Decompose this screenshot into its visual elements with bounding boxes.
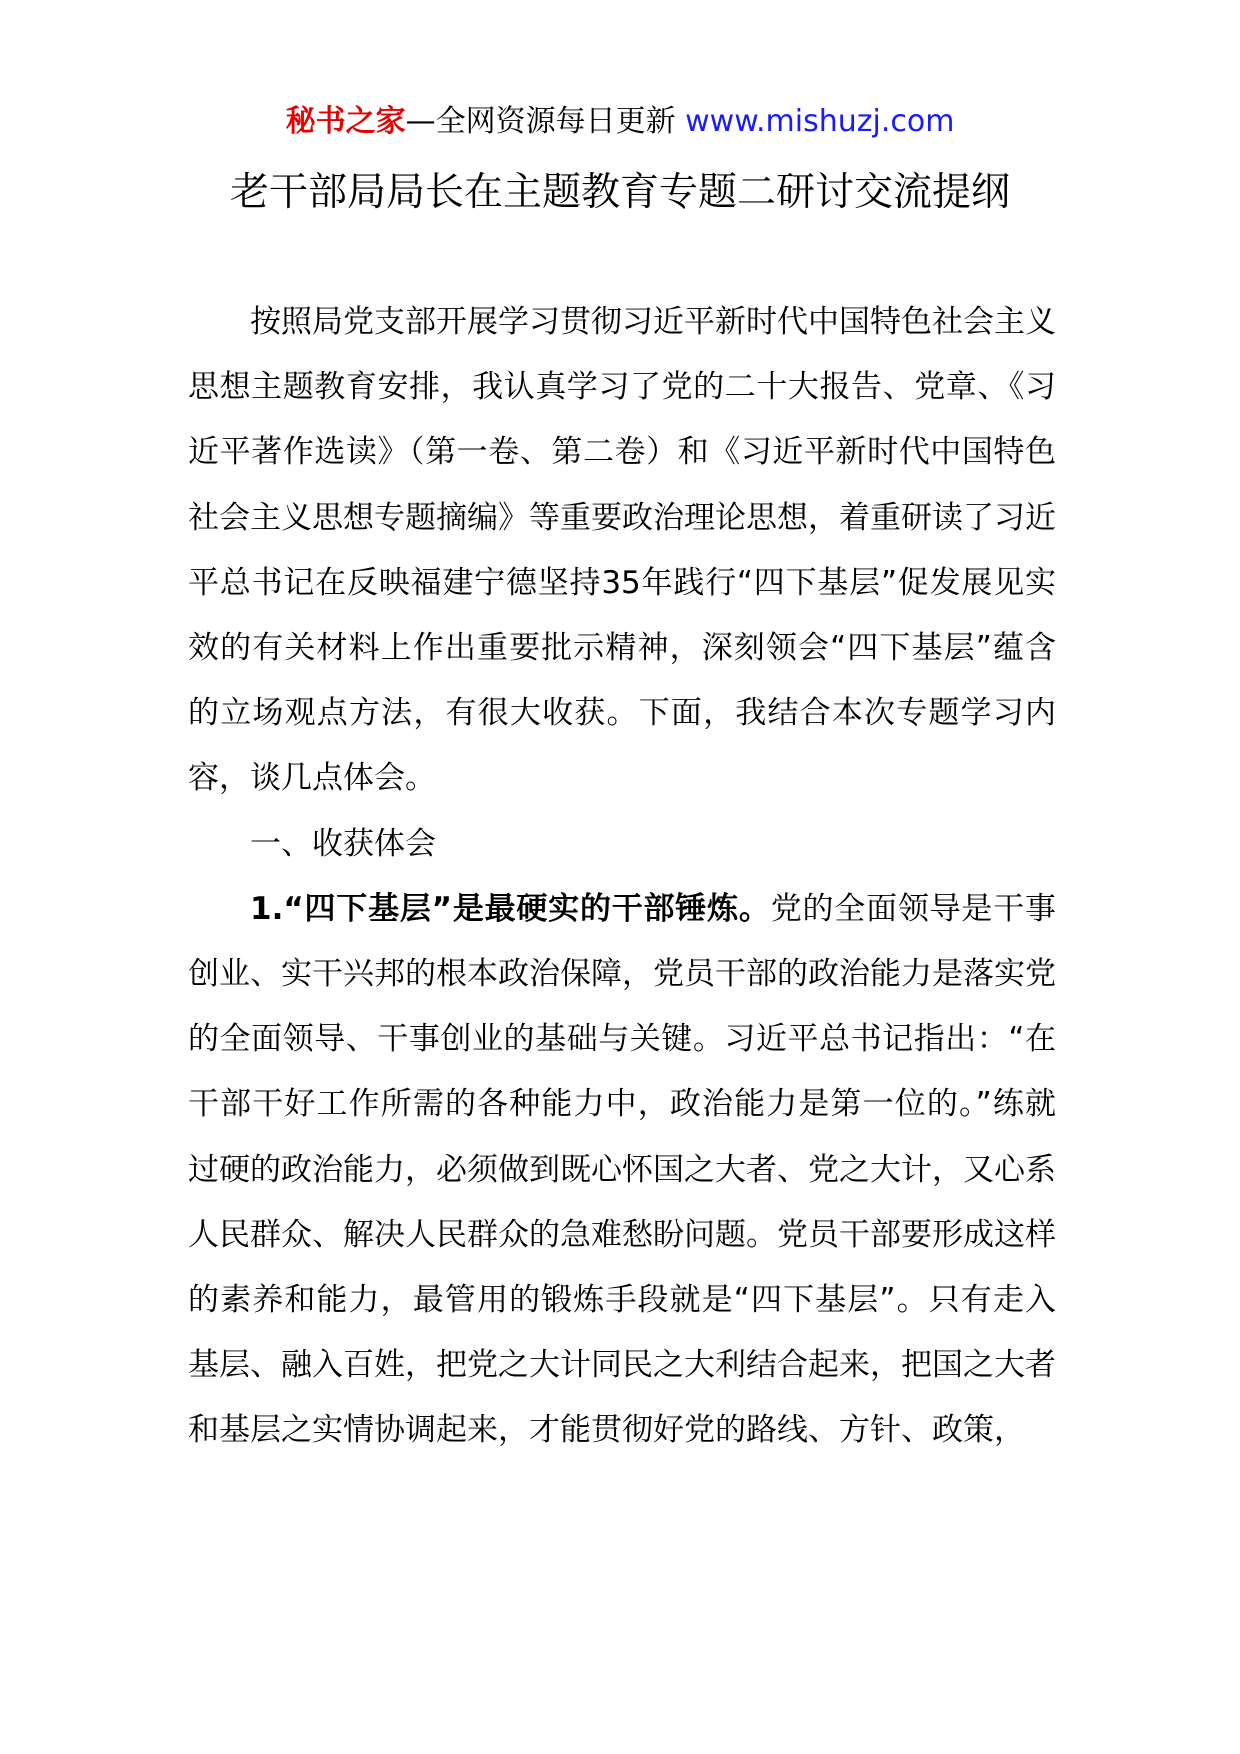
document-body	[188, 290, 1056, 1464]
section-heading: 一、收获体会	[250, 825, 436, 862]
site-header	[0, 100, 1240, 144]
document-title: 老干部局局长在主题教育专题二研讨交流提纲	[229, 170, 1010, 215]
point-lead: 1.“四下基层”是最硬实的干部锤炼。	[250, 890, 771, 927]
point-paragraph	[188, 877, 1056, 1464]
point-body: 党的全面领导是干事创业、实干兴邦的根本政治保障，党员干部的政治能力是落实党的全面领导、干事创业的基础与关键。习近平总书记指出：“在干部干好工作所需的各种能力中，政治能力是第一位的。”练就过硬的政治能力，必须做到既心怀国之大者、党之大计，又心系人民群众、解决人民群众的急难愁盼问题。党员干部要形成这样的素养和能力，最管用的锻炼手段就是“四下基层”。只有走入基层、融入百姓，把党之大计同民之大利结合起来，把国之大者和基层之实情协调起来，才能贯彻好党的路线、方针、政策，	[188, 890, 1057, 1449]
brand-name: 秘书之家	[285, 104, 406, 139]
header-tagline: —全网资源每日更新	[405, 104, 686, 139]
intro-paragraph: 按照局党支部开展学习贯彻习近平新时代中国特色社会主义思想主题教育安排，我认真学习了党的二十大报告、党章、《习近平著作选读》（第一卷、第二卷）和《习近平新时代中国特色社会主义思想专题摘编》等重要政治理论思想，着重研读了习近平总书记在反映福建宁德坚持35年践行“四下基层”促发展见实效的有关材料上作出重要批示精神，深刻领会“四下基层”蕴含的立场观点方法，有很大收获。下面，我结合本次专题学习内容，谈几点体会。	[188, 304, 1056, 797]
site-link[interactable]: www.mishuzj.com	[685, 104, 955, 139]
